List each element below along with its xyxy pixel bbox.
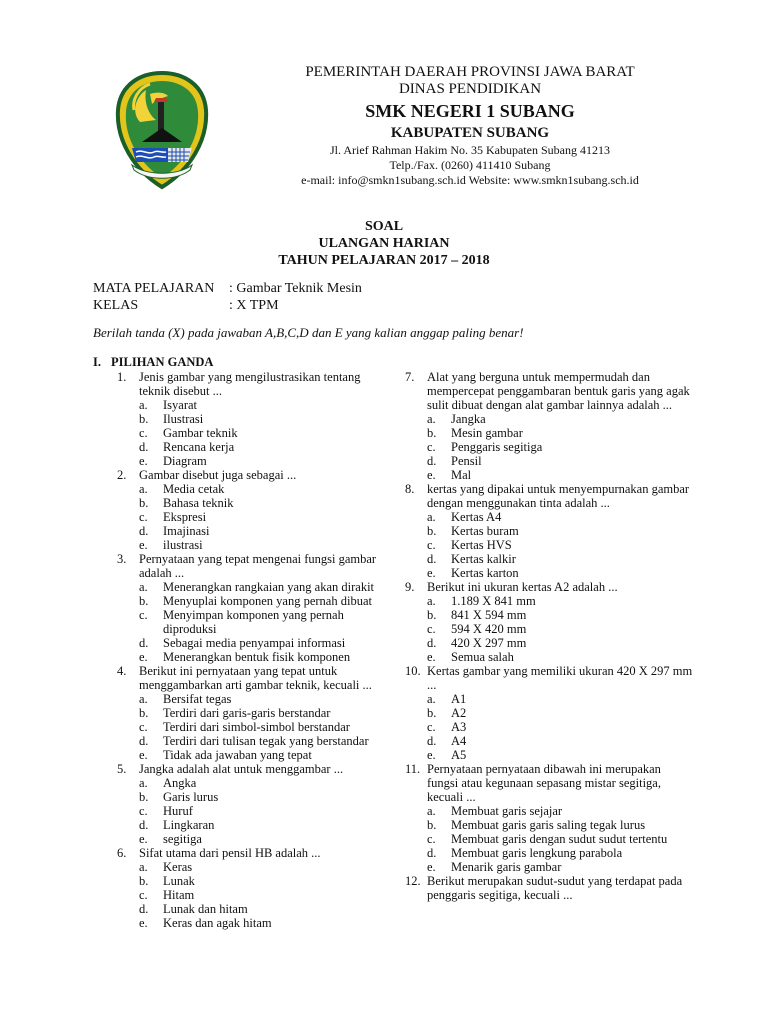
answer-option (405, 818, 695, 832)
option-letter: e. (139, 748, 148, 762)
option-text: Kertas karton (451, 566, 519, 580)
question-number: 5. (117, 762, 127, 776)
answer-option (117, 398, 393, 412)
option-letter: b. (139, 706, 149, 720)
question-text: kertas yang dipakai untuk menyempurnakan gambar dengan menggunakan tinta adalah ... (427, 482, 690, 510)
question-number: 6. (117, 846, 127, 860)
answer-option (117, 692, 393, 706)
option-letter: c. (427, 440, 436, 454)
option-text: A3 (451, 720, 467, 734)
question (405, 664, 695, 692)
government-name: PEMERINTAH DAERAH PROVINSI JAWA BARAT (305, 64, 635, 80)
question (117, 846, 393, 860)
option-text: Ilustrasi (163, 412, 204, 426)
option-text: Membuat garis lengkung parabola (451, 846, 623, 860)
option-letter: d. (427, 846, 437, 860)
title-line-1: SOAL (364, 219, 404, 234)
question-text: Jenis gambar yang mengilustrasikan tentang teknik disebut ... (139, 370, 361, 398)
option-text: Kertas A4 (451, 510, 502, 524)
answer-option (117, 426, 393, 440)
option-text: Hitam (163, 888, 195, 902)
answer-option (117, 608, 393, 636)
answer-option (117, 650, 393, 664)
question-number: 12. (405, 874, 421, 888)
option-text: Rencana kerja (163, 440, 235, 454)
question-number: 2. (117, 468, 127, 482)
option-letter: b. (139, 594, 149, 608)
question (117, 664, 393, 692)
option-letter: c. (139, 608, 148, 622)
option-letter: c. (139, 426, 148, 440)
question (405, 762, 695, 804)
answer-option (117, 636, 393, 650)
questions-left-column (117, 370, 393, 930)
answer-option (117, 580, 393, 594)
option-letter: e. (427, 650, 436, 664)
answer-option (405, 524, 695, 538)
subject-label: MATA PELAJARAN (93, 281, 215, 296)
option-letter: a. (427, 804, 436, 818)
answer-option (117, 748, 393, 762)
option-text: Jangka (451, 412, 486, 426)
answer-option (405, 650, 695, 664)
answer-option (405, 538, 695, 552)
answer-option (117, 412, 393, 426)
questions-right-column (405, 370, 695, 902)
answer-option (117, 496, 393, 510)
answer-option (405, 426, 695, 440)
option-letter: d. (139, 902, 149, 916)
option-text: Menyuplai komponen yang pernah dibuat (163, 594, 372, 608)
option-letter: e. (427, 566, 436, 580)
option-letter: e. (427, 748, 436, 762)
class-label: KELAS (93, 298, 139, 313)
department-name: DINAS PENDIDIKAN (398, 81, 542, 97)
answer-option (405, 832, 695, 846)
option-text: Terdiri dari tulisan tegak yang berstandar (163, 734, 369, 748)
option-text: Terdiri dari simbol-simbol berstandar (163, 720, 350, 734)
answer-option (405, 566, 695, 580)
letterhead (200, 64, 740, 188)
instruction-text: Berilah tanda (X) pada jawaban A,B,C,D dan E yang kalian anggap paling benar! (93, 325, 524, 340)
answer-option (117, 888, 393, 902)
option-text: Diagram (163, 454, 207, 468)
option-letter: d. (427, 454, 437, 468)
option-letter: a. (139, 482, 148, 496)
answer-option (405, 454, 695, 468)
answer-option (405, 440, 695, 454)
answer-option (117, 454, 393, 468)
option-letter: c. (139, 510, 148, 524)
answer-option (405, 692, 695, 706)
question-number: 9. (405, 580, 415, 594)
school-name: SMK NEGERI 1 SUBANG (365, 101, 575, 121)
option-text: Tidak ada jawaban yang tepat (163, 748, 312, 762)
option-letter: a. (139, 398, 148, 412)
question-text: Berikut ini pernyataan yang tepat untuk menggambarkan arti gambar teknik, kecuali ... (139, 664, 372, 692)
option-text: 594 X 420 mm (451, 622, 527, 636)
option-text: segitiga (163, 832, 202, 846)
option-letter: c. (427, 832, 436, 846)
option-letter: e. (139, 538, 148, 552)
option-text: Sebagai media penyampai informasi (163, 636, 346, 650)
option-text: Membuat garis dengan sudut sudut tertentu (451, 832, 668, 846)
option-letter: d. (427, 734, 437, 748)
option-letter: a. (427, 412, 436, 426)
answer-option (405, 636, 695, 650)
question (405, 874, 695, 902)
answer-option (117, 916, 393, 930)
answer-option (405, 846, 695, 860)
answer-option (405, 412, 695, 426)
question-text: Alat yang berguna untuk mempermudah dan mempercepat penggambaran bentuk garis yang agak sulit dibuat dengan alat gambar lainnya adalah ... (427, 370, 690, 412)
option-text: Menyimpan komponen yang pernah diproduksi (163, 608, 344, 636)
question-number: 4. (117, 664, 127, 678)
option-text: A5 (451, 748, 467, 762)
option-letter: b. (139, 790, 149, 804)
option-letter: b. (139, 874, 149, 888)
option-letter: a. (139, 692, 148, 706)
question (117, 762, 393, 776)
question-text: Gambar disebut juga sebagai ... (139, 468, 297, 482)
option-letter: e. (427, 468, 436, 482)
option-letter: a. (139, 580, 148, 594)
answer-option (117, 594, 393, 608)
question (117, 468, 393, 482)
option-text: Garis lurus (163, 790, 219, 804)
option-text: 420 X 297 mm (451, 636, 527, 650)
answer-option (117, 510, 393, 524)
answer-option (405, 706, 695, 720)
option-letter: a. (139, 776, 148, 790)
question-number: 10. (405, 664, 421, 678)
answer-option (117, 706, 393, 720)
option-text: Semua salah (451, 650, 514, 664)
option-letter: c. (139, 720, 148, 734)
option-text: Menerangkan bentuk fisik komponen (163, 650, 351, 664)
option-text: Bahasa teknik (163, 496, 234, 510)
answer-option (117, 482, 393, 496)
question-text: Sifat utama dari pensil HB adalah ... (139, 846, 321, 860)
option-text: Lingkaran (163, 818, 215, 832)
option-letter: e. (139, 832, 148, 846)
answer-option (117, 860, 393, 874)
answer-option (117, 538, 393, 552)
option-text: Ekspresi (163, 510, 207, 524)
question (405, 482, 695, 510)
option-letter: b. (427, 608, 437, 622)
option-letter: d. (427, 552, 437, 566)
answer-option (117, 818, 393, 832)
answer-option (117, 832, 393, 846)
answer-option (405, 468, 695, 482)
option-letter: e. (139, 916, 148, 930)
option-letter: b. (427, 818, 437, 832)
option-letter: b. (139, 496, 149, 510)
question (117, 552, 393, 580)
class-row (93, 297, 362, 314)
exam-info (93, 280, 362, 314)
option-letter: d. (139, 734, 149, 748)
class-value: : X TPM (229, 298, 279, 313)
answer-option (117, 790, 393, 804)
option-text: Keras dan agak hitam (163, 916, 272, 930)
option-letter: e. (139, 650, 148, 664)
option-text: Menarik garis gambar (451, 860, 562, 874)
option-letter: b. (427, 524, 437, 538)
answer-option (405, 552, 695, 566)
question-number: 11. (405, 762, 421, 776)
question-number: 8. (405, 482, 415, 496)
option-text: Mesin gambar (451, 426, 523, 440)
option-letter: a. (427, 594, 436, 608)
option-text: Keras (163, 860, 193, 874)
option-letter: b. (427, 706, 437, 720)
answer-option (405, 720, 695, 734)
answer-option (117, 440, 393, 454)
answer-option (405, 748, 695, 762)
question-text: Pernyataan yang tepat mengenai fungsi gambar adalah ... (139, 552, 377, 580)
school-address: Jl. Arief Rahman Hakim No. 35 Kabupaten Subang 41213 (330, 143, 610, 157)
option-text: Bersifat tegas (163, 692, 232, 706)
option-letter: c. (427, 622, 436, 636)
answer-option (117, 524, 393, 538)
option-letter: c. (427, 538, 436, 552)
option-text: Mal (451, 468, 472, 482)
answer-option (405, 594, 695, 608)
section-title: PILIHAN GANDA (111, 355, 214, 369)
option-text: Lunak (163, 874, 195, 888)
option-text: Pensil (451, 454, 482, 468)
question-text: Kertas gambar yang memiliki ukuran 420 X 297 mm ... (427, 664, 693, 692)
option-letter: e. (139, 454, 148, 468)
option-letter: e. (427, 860, 436, 874)
answer-option (405, 734, 695, 748)
option-text: ilustrasi (163, 538, 203, 552)
option-letter: d. (139, 524, 149, 538)
question (405, 580, 695, 594)
section-number: I. (93, 355, 101, 369)
question-text: Berikut ini ukuran kertas A2 adalah ... (427, 580, 618, 594)
option-text: A2 (451, 706, 467, 720)
option-text: Menerangkan rangkaian yang akan dirakit (163, 580, 375, 594)
option-text: Terdiri dari garis-garis berstandar (163, 706, 331, 720)
document-title (0, 218, 768, 269)
subject-row (93, 280, 362, 297)
option-text: 1.189 X 841 mm (451, 594, 536, 608)
answer-option (405, 622, 695, 636)
school-phone: Telp./Fax. (0260) 411410 Subang (389, 158, 551, 172)
option-text: Kertas buram (451, 524, 519, 538)
option-text: Huruf (163, 804, 193, 818)
option-text: Isyarat (163, 398, 198, 412)
province-emblem-logo (112, 70, 212, 190)
question (117, 370, 393, 398)
option-letter: c. (139, 888, 148, 902)
option-text: Membuat garis garis saling tegak lurus (451, 818, 646, 832)
option-letter: b. (139, 412, 149, 426)
option-letter: a. (427, 510, 436, 524)
option-text: Gambar teknik (163, 426, 238, 440)
answer-option (117, 720, 393, 734)
option-text: Angka (163, 776, 197, 790)
option-text: Kertas kalkir (451, 552, 516, 566)
answer-option (117, 902, 393, 916)
question-text: Jangka adalah alat untuk menggambar ... (139, 762, 344, 776)
subject-value: : Gambar Teknik Mesin (229, 281, 362, 296)
option-letter: b. (427, 426, 437, 440)
option-text: Penggaris segitiga (451, 440, 543, 454)
option-letter: c. (427, 720, 436, 734)
option-letter: a. (427, 692, 436, 706)
question-text: Berikut merupakan sudut-sudut yang terdapat pada penggaris segitiga, kecuali ... (427, 874, 683, 902)
option-text: Kertas HVS (451, 538, 512, 552)
title-line-2: ULANGAN HARIAN (318, 236, 450, 251)
option-text: Membuat garis sejajar (451, 804, 563, 818)
option-text: Imajinasi (163, 524, 210, 538)
answer-option (117, 734, 393, 748)
question-text: Pernyataan pernyataan dibawah ini merupakan fungsi atau kegunaan sepasang mistar segitiga, kecuali ... (427, 762, 661, 804)
option-letter: d. (139, 818, 149, 832)
option-letter: a. (139, 860, 148, 874)
question (405, 370, 695, 412)
answer-option (405, 860, 695, 874)
answer-option (117, 776, 393, 790)
school-contact: e-mail: info@smkn1subang.sch.id Website: www.smkn1subang.sch.id (301, 173, 639, 187)
option-text: A1 (451, 692, 467, 706)
option-letter: d. (427, 636, 437, 650)
answer-option (117, 874, 393, 888)
option-letter: d. (139, 636, 149, 650)
answer-option (405, 804, 695, 818)
question-number: 7. (405, 370, 415, 384)
section-heading (93, 355, 213, 370)
option-letter: c. (139, 804, 148, 818)
option-letter: d. (139, 440, 149, 454)
option-text: Lunak dan hitam (163, 902, 248, 916)
answer-option (117, 804, 393, 818)
title-line-3: TAHUN PELAJARAN 2017 – 2018 (278, 253, 490, 268)
option-text: Media cetak (163, 482, 225, 496)
answer-option (405, 608, 695, 622)
question-number: 3. (117, 552, 127, 566)
kabupaten-name: KABUPATEN SUBANG (390, 125, 550, 141)
option-text: 841 X 594 mm (451, 608, 527, 622)
answer-option (405, 510, 695, 524)
option-text: A4 (451, 734, 467, 748)
question-number: 1. (117, 370, 127, 384)
